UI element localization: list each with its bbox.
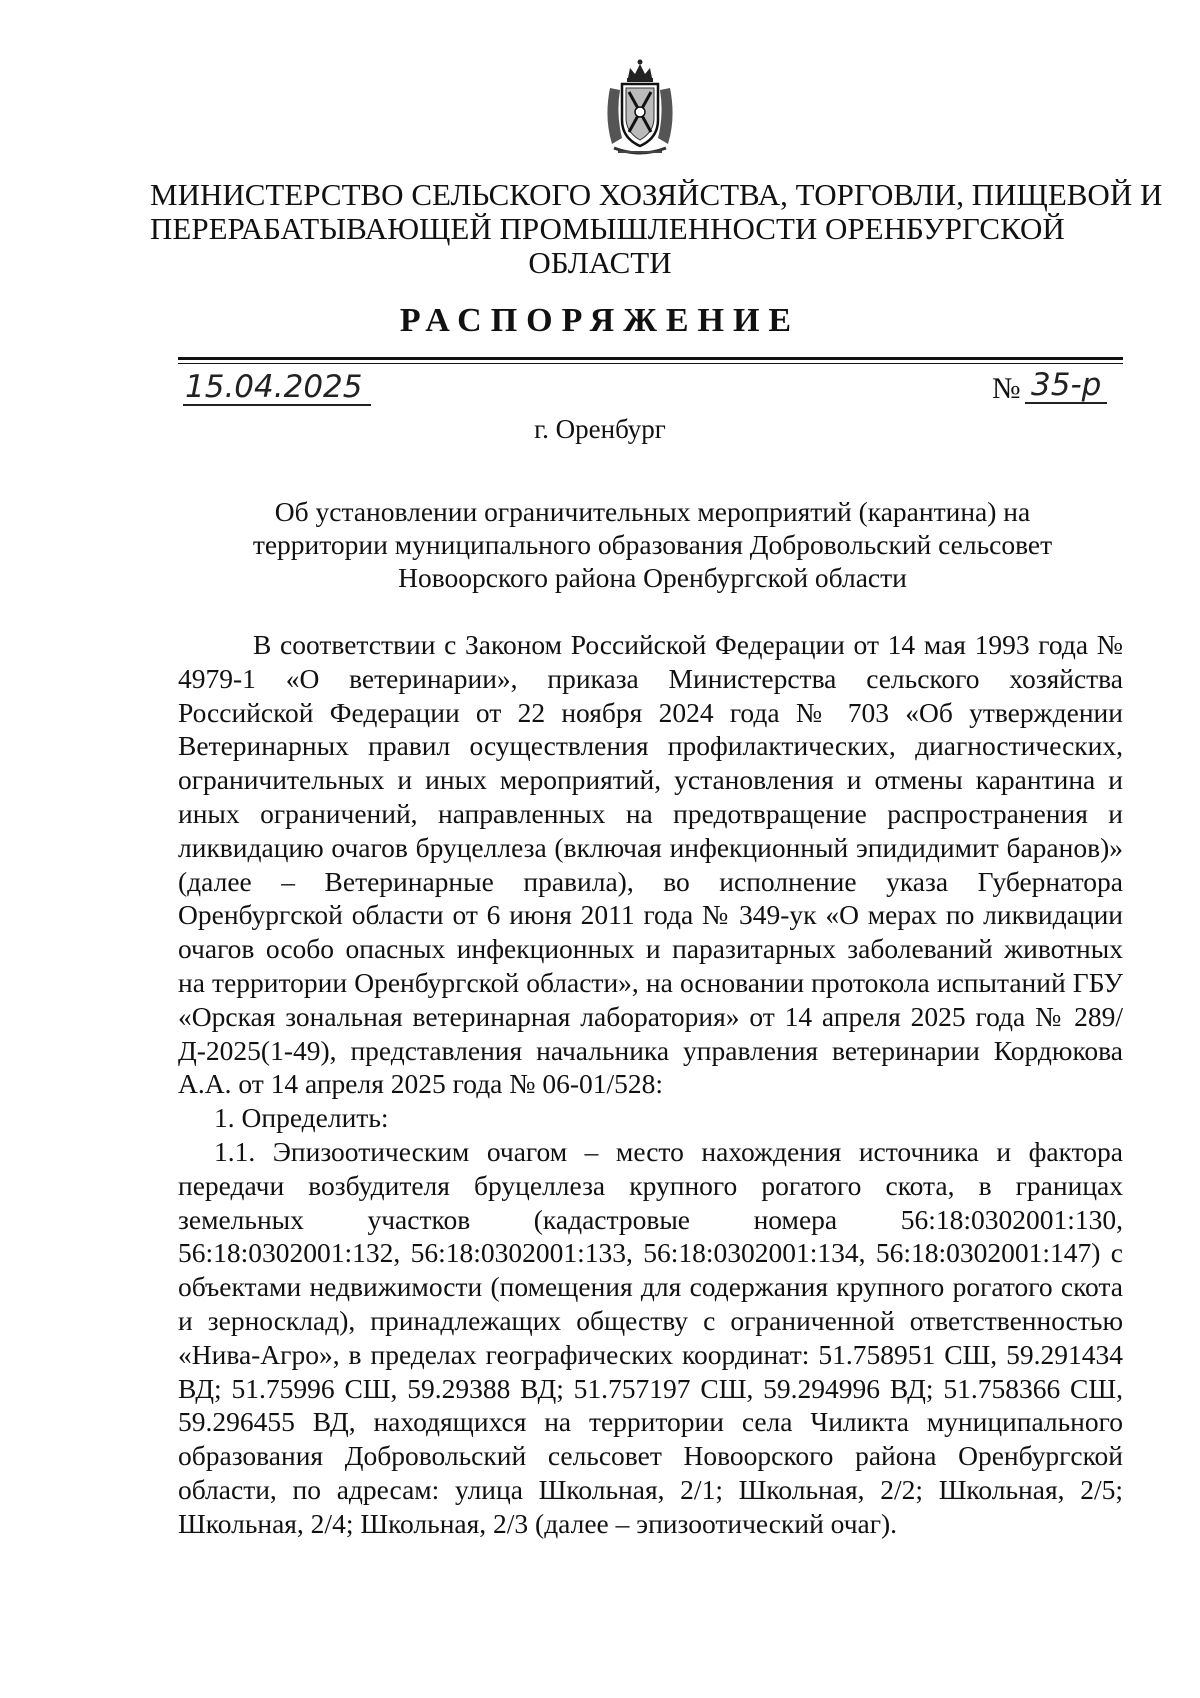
- org-line-2: ПЕРЕРАБАТЫВАЮЩЕЙ ПРОМЫШЛЕННОСТИ ОРЕНБУРГСКОЙ: [150, 211, 1065, 246]
- document-date: 15.04.2025: [183, 370, 371, 406]
- org-line-1: МИНИСТЕРСТВО СЕЛЬСКОГО ХОЗЯЙСТВА, ТОРГОВЛИ, ПИЩЕВОЙ И: [150, 177, 1163, 212]
- header-rule-thin: [178, 363, 1123, 364]
- document-type-title: РАСПОРЯЖЕНИЕ: [399, 302, 801, 339]
- organization-name: [150, 177, 1163, 280]
- header-rule-thick: [178, 357, 1123, 360]
- item-1-1: 1.1. Эпизоотическим очагом – место нахождения источника и фактора передачи возбудителя бруцеллеза крупного рогатого скота, в границах земельных участков (кадастровые номера 56:18:0302001:130, 56:18:0302001:132, 56:18:0302001:133, 56:18:0302001:134, 56:18:0302001:147) с объектами недвижимости (помещения для содержания крупного рогатого скота и зерносклад), принадлежащих обществу с ограниченной ответственностью «Нива-Агро», в пределах географических координат: 51.758951 СШ, 59.291434 ВД; 51.75996 СШ, 59.29388 ВД; 51.757197 СШ, 59.294996 ВД; 51.758366 СШ, 59.296455 ВД, находящихся на территории села Чиликта муниципального образования Добровольский сельсовет Новоорского района Оренбургской области, по адресам: улица Школьная, 2/1; Школьная, 2/2; Школьная, 2/5; Школьная, 2/4; Школьная, 2/3 (далее – эпизоотический очаг).: [178, 1135, 1123, 1539]
- city: г. Оренбург: [534, 414, 666, 444]
- subject-line-2: территории муниципального образования Добровольский сельсовет: [252, 529, 1053, 560]
- org-line-3: ОБЛАСТИ: [528, 245, 672, 280]
- preamble-paragraph: В соответствии с Законом Российской Федерации от 14 мая 1993 года № 4979-1 «О ветеринарии», приказа Министерства сельского хозяйства Российской Федерации от 22 ноября 2024 года № 703 «Об утверждении Ветеринарных правил осуществления профилактических, диагностических, ограничительных и иных мероприятий, установления и отмены карантина и иных ограничений, направленных на предотвращение распространения и ликвидацию очагов бруцеллеза (включая инфекционный эпидидимит баранов)» (далее – Ветеринарные правила), во исполнение указа Губернатора Оренбургской области от 6 июня 2011 года № 349-ук «О мерах по ликвидации очагов особо опасных инфекционных и паразитарных заболеваний животных на территории Оренбургской области», на основании протокола испытаний ГБУ «Орская зональная ветеринарная лаборатория» от 14 апреля 2025 года № 289/Д-2025(1-49), представления начальника управления ветеринарии Кордюкова А.А. от 14 апреля 2025 года № 06-01/528:: [178, 629, 1123, 1100]
- subject-line-3: Новоорского района Оренбургской области: [398, 562, 907, 593]
- document-body: [178, 628, 1123, 1541]
- number-label: №: [992, 372, 1021, 405]
- item-1: 1. Определить:: [214, 1102, 389, 1134]
- coat-of-arms-icon: [598, 58, 682, 158]
- document-number: 35-р: [1025, 368, 1107, 404]
- document-subject: [180, 495, 1125, 594]
- subject-line-1: Об установлении ограничительных мероприятий (карантина) на: [274, 496, 1031, 527]
